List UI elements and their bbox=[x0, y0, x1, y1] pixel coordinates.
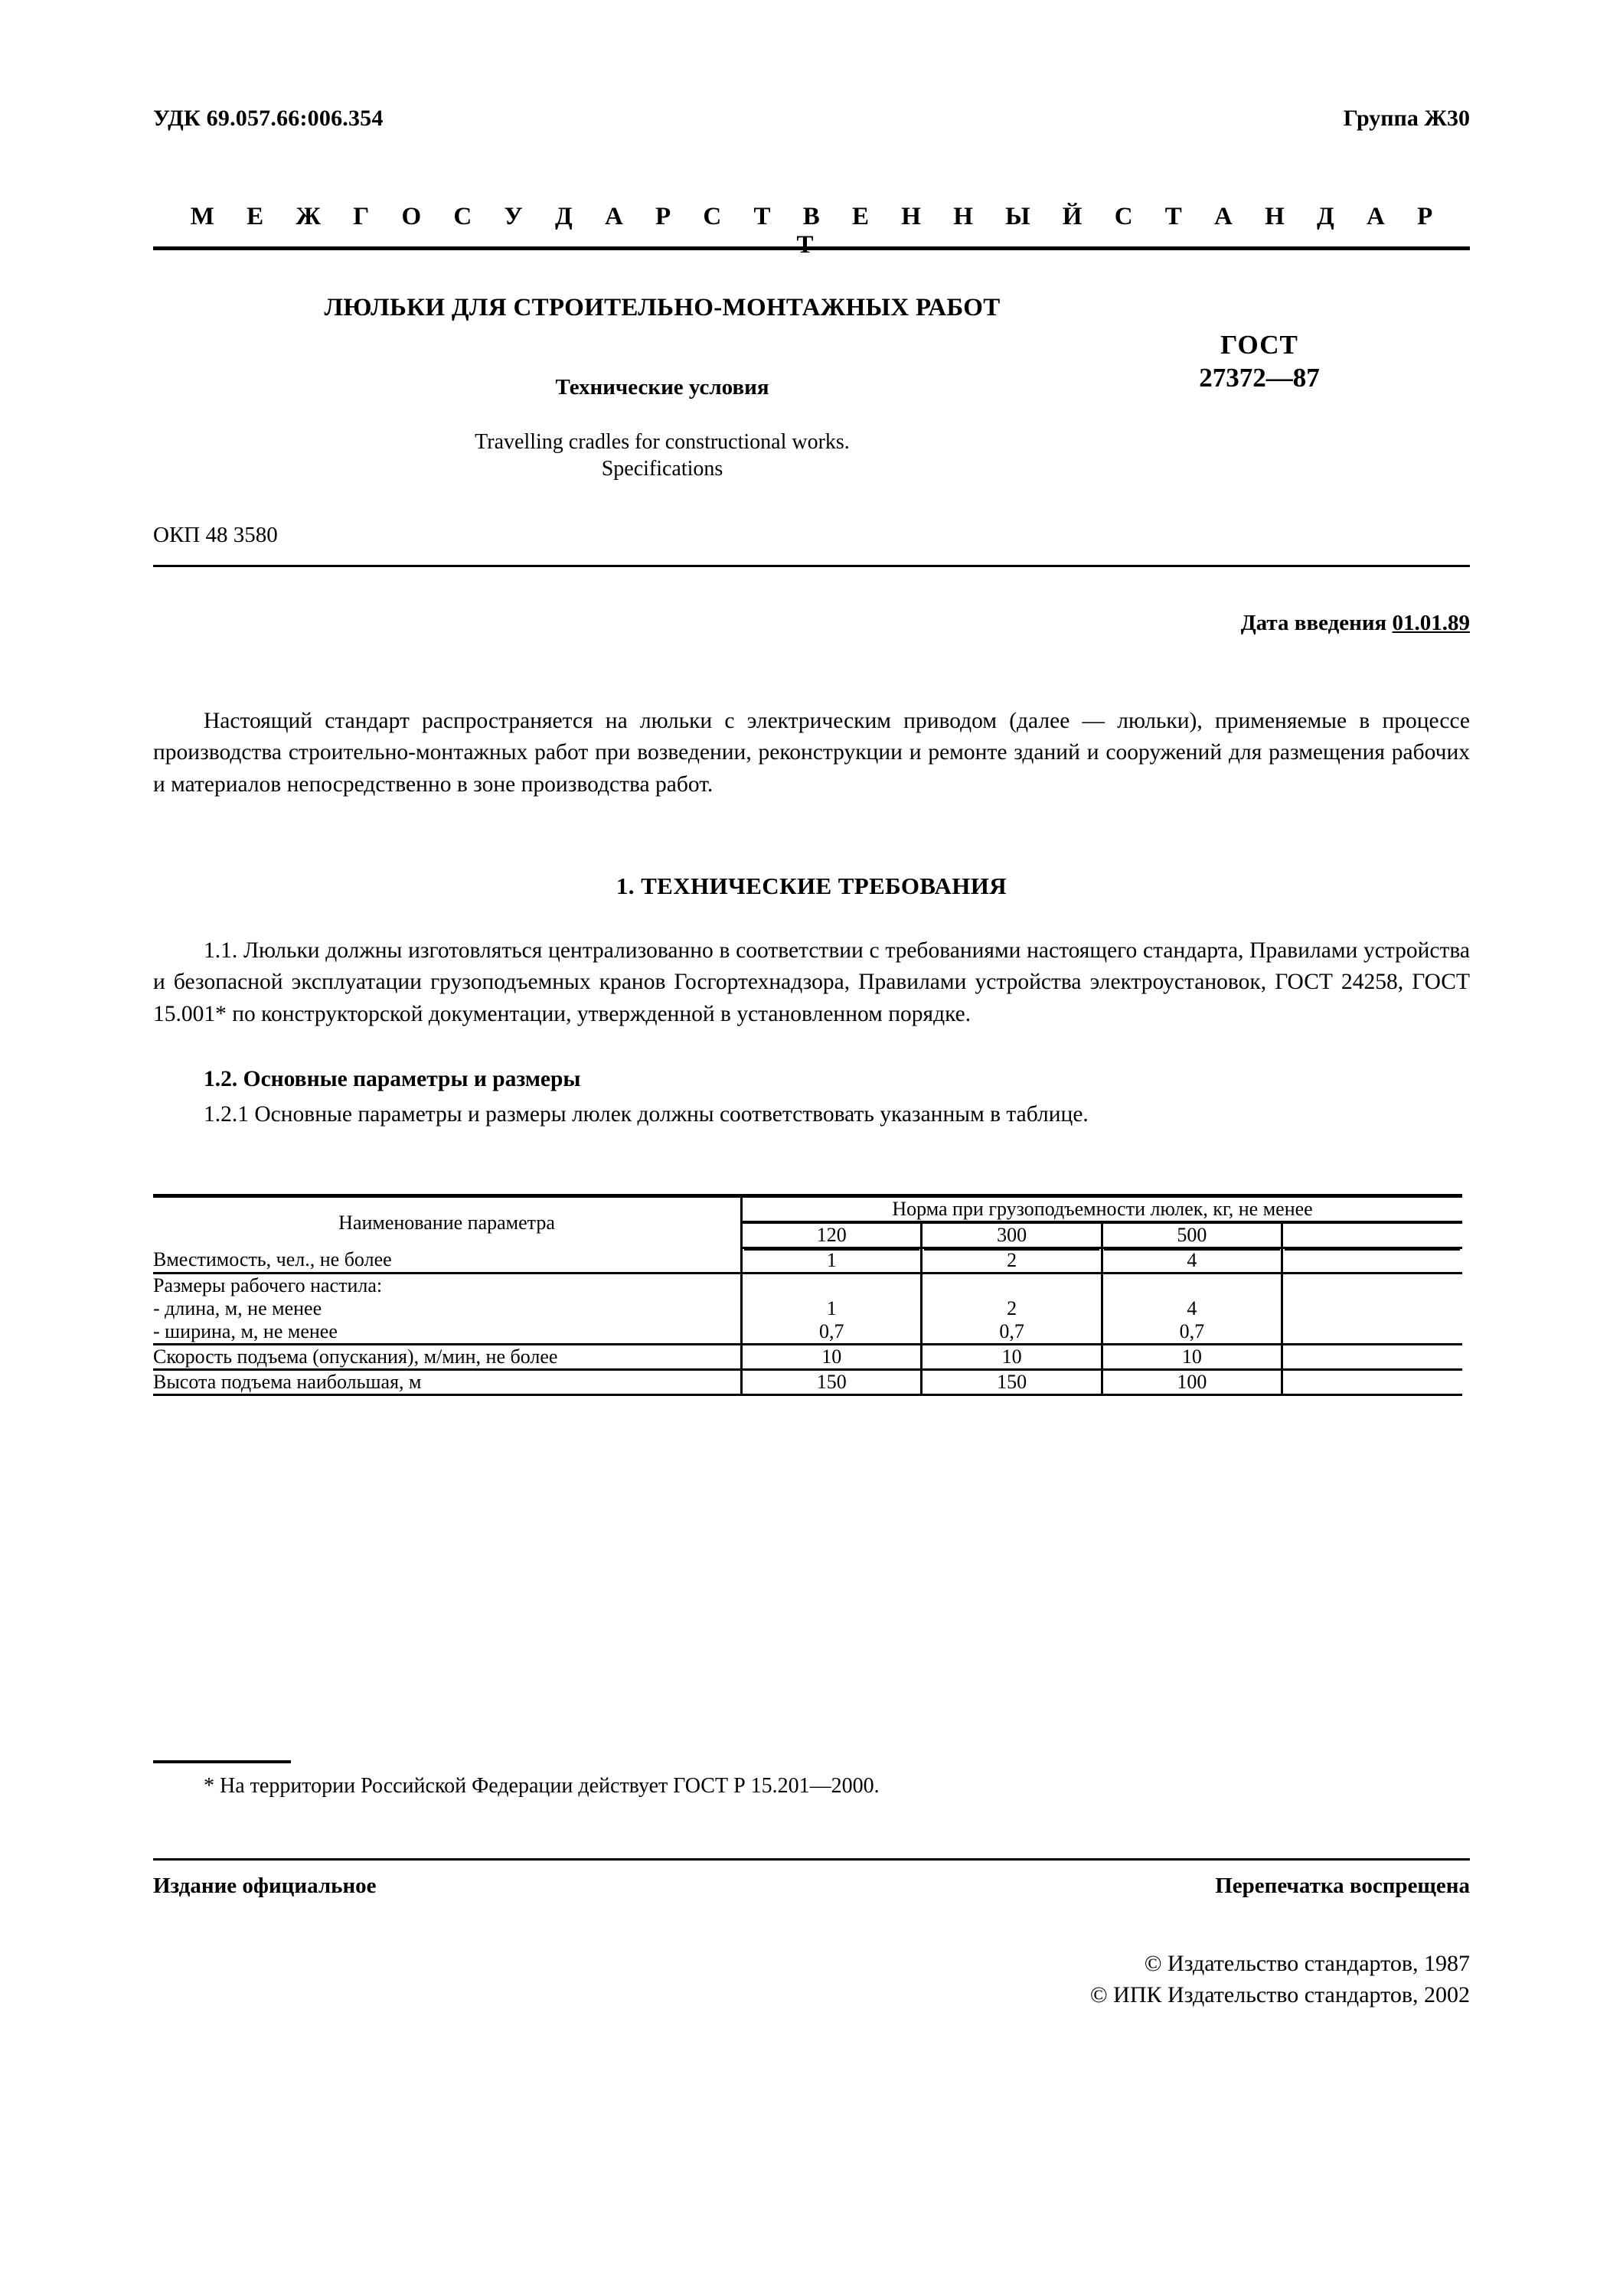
clause-1-2-1: 1.2.1 Основные параметры и размеры люлек должны соответствовать указанным в таблице. bbox=[204, 1102, 1089, 1127]
table-header-capacity-500: 500 bbox=[1102, 1222, 1282, 1248]
group-code: Группа Ж30 bbox=[1343, 106, 1470, 131]
okp-code: ОКП 48 3580 bbox=[153, 523, 278, 547]
table-row bbox=[153, 1345, 1462, 1370]
row-1-spacer bbox=[1282, 1274, 1462, 1298]
row-4-value-120: 10 bbox=[742, 1345, 922, 1370]
footer-official-edition: Издание официальное bbox=[153, 1874, 377, 1898]
row-1-value-120 bbox=[742, 1274, 922, 1298]
row-3-param: - ширина, м, не менее bbox=[153, 1320, 742, 1345]
row-5-spacer bbox=[1282, 1370, 1462, 1395]
footer-reprint-prohibited: Перепечатка воспрещена bbox=[1215, 1874, 1470, 1898]
scope-paragraph: Настоящий стандарт распространяется на люльки с электрическим приводом (далее — люльки), применяемые в процессе производства строительно-монтажных работ при возведении, реконструкции и ремонте зданий и сооружений для размещения рабочих и материалов непосредственно в зоне производства работ. bbox=[153, 709, 1470, 797]
row-5-param: Высота подъема наибольшая, м bbox=[153, 1370, 742, 1395]
row-5-value-300: 150 bbox=[922, 1370, 1102, 1395]
document-subtitle: Технические условия bbox=[555, 375, 769, 400]
table-header-norm: Норма при грузоподъемности люлек, кг, не менее bbox=[742, 1196, 1462, 1223]
row-1-param: Размеры рабочего настила: bbox=[153, 1274, 742, 1298]
row-4-spacer bbox=[1282, 1345, 1462, 1370]
table-header-spacer bbox=[1282, 1222, 1462, 1248]
table-row bbox=[153, 1320, 1462, 1345]
document-title: ЛЮЛЬКИ ДЛЯ СТРОИТЕЛЬНО-МОНТАЖНЫХ РАБОТ bbox=[324, 294, 1001, 321]
table-row bbox=[153, 1274, 1462, 1298]
row-2-param: - длина, м, не менее bbox=[153, 1297, 742, 1320]
gost-number-block bbox=[1095, 329, 1424, 394]
row-2-value-300: 2 bbox=[922, 1297, 1102, 1320]
clause-1-2-heading: 1.2. Основные параметры и размеры bbox=[204, 1067, 581, 1091]
clause-1-1: 1.1. Люльки должны изготовляться централизованно в соответствии с требованиями настоящего стандарта, Правилами устройства и безопасной эксплуатации грузоподъемных кранов Госгортехнадзора, Правилами устройства электроустановок, ГОСТ 24258, ГОСТ 15.001* по конструкторской документации, утвержденной в установленном порядке. bbox=[153, 938, 1470, 1026]
english-title-line2: Specifications bbox=[601, 457, 723, 481]
row-5-value-500: 100 bbox=[1102, 1370, 1282, 1395]
introduction-date-value: 01.01.89 bbox=[1392, 611, 1470, 635]
introduction-date bbox=[153, 611, 1470, 636]
copyright-block bbox=[153, 1948, 1470, 2011]
footnote-text: * На территории Российской Федерации действует ГОСТ Р 15.201—2000. bbox=[204, 1774, 880, 1798]
title-block bbox=[153, 292, 1470, 484]
udk-code: УДК 69.057.66:006.354 bbox=[153, 106, 384, 131]
row-2-value-500: 4 bbox=[1102, 1297, 1282, 1320]
row-3-spacer bbox=[1282, 1320, 1462, 1345]
row-5-value-120: 150 bbox=[742, 1370, 922, 1395]
parameters-table-wrap bbox=[153, 1194, 1462, 1396]
row-4-param: Скорость подъема (опускания), м/мин, не более bbox=[153, 1345, 742, 1370]
table-header-capacity-120: 120 bbox=[742, 1222, 922, 1248]
scope-paragraph-wrap bbox=[153, 706, 1470, 801]
row-1-value-500 bbox=[1102, 1274, 1282, 1298]
row-3-value-500: 0,7 bbox=[1102, 1320, 1282, 1345]
top-meta-row bbox=[153, 106, 1470, 132]
row-4-value-500: 10 bbox=[1102, 1345, 1282, 1370]
row-0-param: Вместимость, чел., не более bbox=[153, 1248, 742, 1274]
table-header-parameter: Наименование параметра bbox=[153, 1196, 742, 1248]
english-title-line1: Travelling cradles for constructional works. bbox=[475, 430, 850, 454]
table-row bbox=[153, 1297, 1462, 1320]
divider-footer bbox=[153, 1858, 1470, 1861]
table-row bbox=[153, 1248, 1462, 1274]
row-0-value-300: 2 bbox=[922, 1248, 1102, 1274]
footer-row bbox=[153, 1874, 1470, 1899]
footnote-divider bbox=[153, 1760, 291, 1763]
divider-top bbox=[153, 246, 1470, 250]
row-3-value-120: 0,7 bbox=[742, 1320, 922, 1345]
document-title-english bbox=[283, 429, 1041, 482]
row-4-value-300: 10 bbox=[922, 1345, 1102, 1370]
clause-1-1-wrap bbox=[153, 935, 1470, 1030]
row-1-value-300 bbox=[922, 1274, 1102, 1298]
gost-label: ГОСТ bbox=[1220, 330, 1298, 360]
row-0-spacer bbox=[1282, 1248, 1462, 1274]
row-0-value-500: 4 bbox=[1102, 1248, 1282, 1274]
row-2-spacer bbox=[1282, 1297, 1462, 1320]
row-2-value-120: 1 bbox=[742, 1297, 922, 1320]
standard-type-heading: М Е Ж Г О С У Д А Р С Т В Е Н Н Ы Й С Т А Н Д А Р Т bbox=[190, 203, 1446, 259]
divider-under-okp bbox=[153, 565, 1470, 567]
table-row bbox=[153, 1370, 1462, 1395]
row-3-value-300: 0,7 bbox=[922, 1320, 1102, 1345]
copyright-line-1: © Издательство стандартов, 1987 bbox=[1144, 1951, 1470, 1976]
table-header-capacity-300: 300 bbox=[922, 1222, 1102, 1248]
introduction-date-label: Дата введения bbox=[1240, 611, 1387, 635]
row-0-value-120: 1 bbox=[742, 1248, 922, 1274]
copyright-line-2: © ИПК Издательство стандартов, 2002 bbox=[1089, 1982, 1470, 2008]
parameters-table bbox=[153, 1194, 1462, 1396]
table-header-row-1 bbox=[153, 1196, 1462, 1223]
section-1-heading: 1. ТЕХНИЧЕСКИЕ ТРЕБОВАНИЯ bbox=[616, 872, 1007, 899]
gost-number: 27372—87 bbox=[1199, 362, 1320, 393]
